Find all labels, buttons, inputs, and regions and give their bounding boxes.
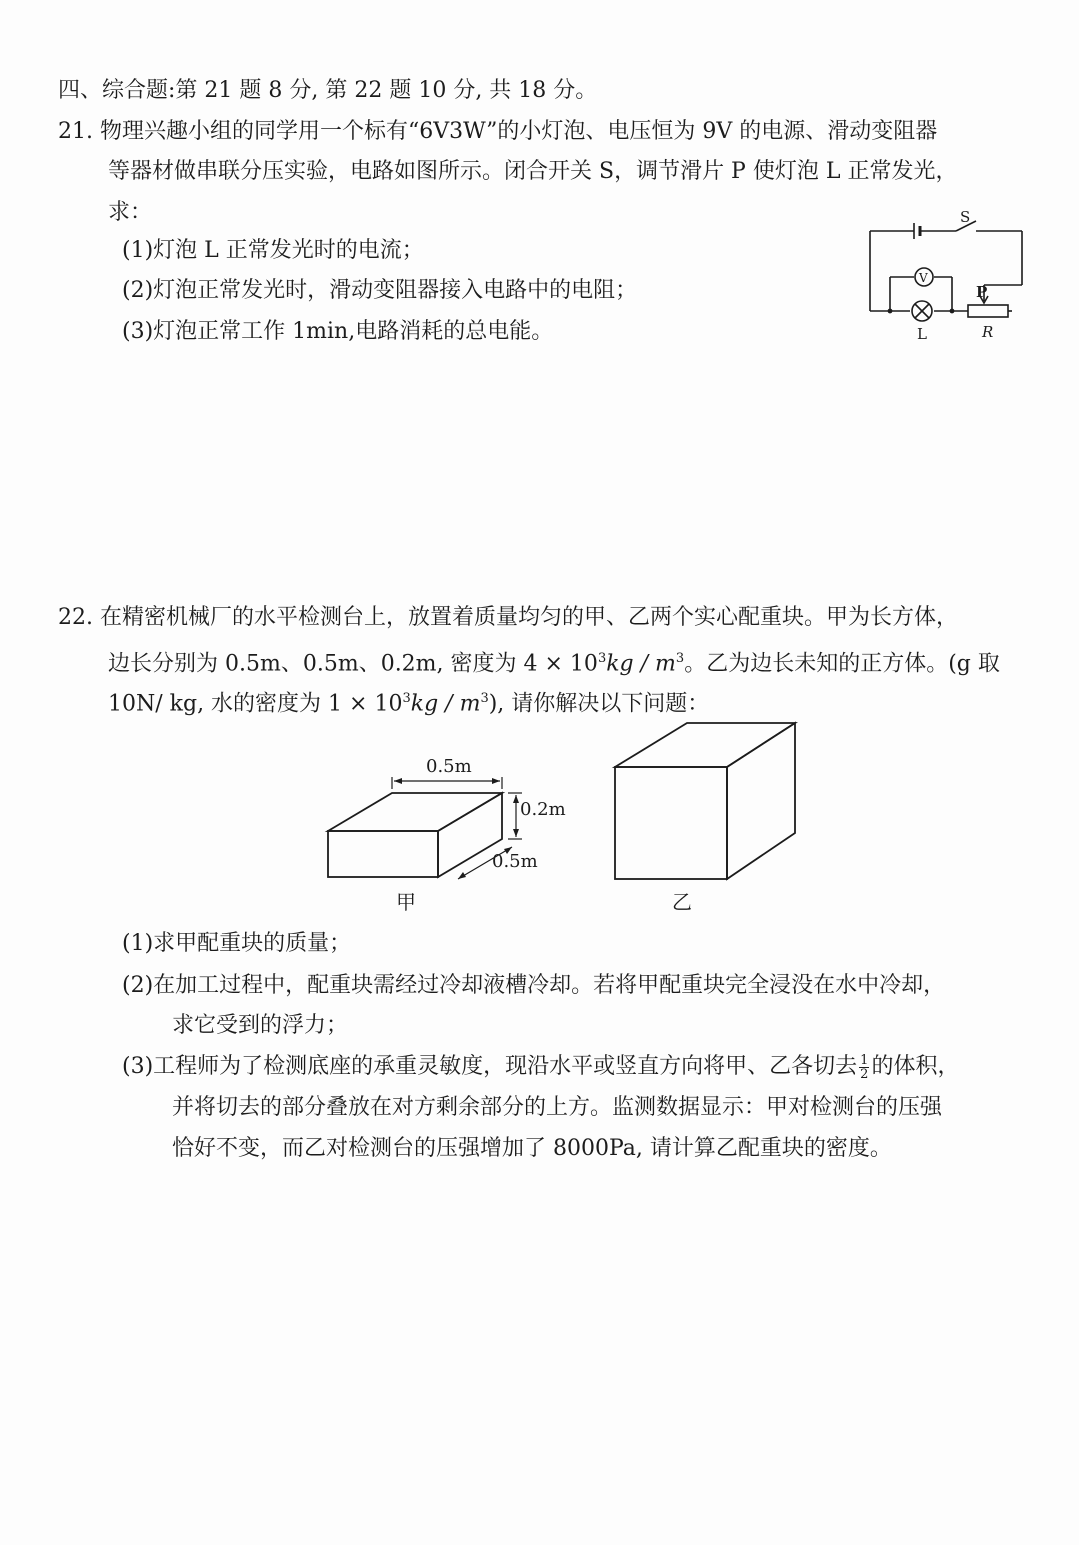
exponent: 3	[402, 691, 411, 706]
block-yi-top	[615, 723, 795, 767]
q22-line-2-tail: 。乙为边长未知的正方体。(g 取	[684, 651, 1000, 677]
q22-sub-1: (1)求甲配重块的质量；	[122, 931, 352, 956]
block-jia-top	[328, 793, 502, 831]
q21-sub-2: (2)灯泡正常发光时，滑动变阻器接入电路中的电阻；	[122, 278, 638, 303]
q22-sub-3c: 恰好不变，而乙对检测台的压强增加了 8000Pa, 请计算乙配重块的密度。	[172, 1136, 892, 1161]
q22-sub-3a-tail: 的体积，	[871, 1054, 960, 1079]
junction-dot	[888, 309, 893, 314]
q22-sub-2a: (2)在加工过程中，配重块需经过冷却液槽冷却。若将甲配重块完全浸没在水中冷却，	[122, 973, 946, 998]
q22-sub-3a-text: (3)工程师为了检测底座的承重灵敏度，现沿水平或竖直方向将甲、乙各切去	[122, 1054, 858, 1079]
block-jia-front	[328, 831, 438, 877]
q22-line-1: 22. 在精密机械厂的水平检测台上，放置着质量均匀的甲、乙两个实心配重块。甲为长方体，	[58, 605, 958, 630]
slider-label: P	[976, 283, 988, 301]
density-unit: kg / m	[410, 691, 481, 717]
voltmeter-label: V	[919, 271, 928, 285]
q21-line-1: 21. 物理兴趣小组的同学用一个标有“6V3W”的小灯泡、电压恒为 9V 的电源、滑动变阻器	[58, 119, 938, 144]
exponent: 3	[597, 651, 607, 666]
density-unit: kg / m	[606, 651, 676, 677]
junction-dot	[950, 309, 955, 314]
block-jia-label: 甲	[396, 890, 416, 914]
q22-line-3-text: 10N/ kg, 水的密度为 1 × 10	[108, 691, 403, 717]
dim-depth-label: 0.5m	[492, 851, 538, 872]
dim-top-label: 0.5m	[426, 756, 472, 777]
section-heading: 四、综合题:第 21 题 8 分, 第 22 题 10 分, 共 18 分。	[58, 78, 598, 103]
resistor-label: R	[982, 323, 994, 341]
exponent: 3	[675, 651, 685, 666]
q22-sub-3b: 并将切去的部分叠放在对方剩余部分的上方。监测数据显示：甲对检测台的压强	[172, 1095, 943, 1120]
block-yi-front	[615, 767, 727, 879]
fraction-half	[859, 1054, 869, 1081]
q22-line-3-tail: ), 请你解决以下问题：	[488, 691, 710, 717]
q21-line-2: 等器材做串联分压实验，电路如图所示。闭合开关 S，调节滑片 P 使灯泡 L 正常发光，	[108, 159, 958, 184]
fraction-numerator: 1	[860, 1052, 869, 1068]
block-yi-label: 乙	[672, 890, 692, 914]
dim-height-label: 0.2m	[520, 799, 566, 820]
lamp-label: L	[917, 325, 927, 343]
q22-line-2-text: 边长分别为 0.5m、0.5m、0.2m, 密度为 4 × 10	[108, 651, 598, 677]
q22-line-2	[108, 644, 1000, 679]
switch-label: S	[960, 208, 971, 226]
blocks-figure	[310, 715, 810, 925]
exponent: 3	[480, 691, 489, 706]
q21-sub-1: (1)灯泡 L 正常发光时的电流；	[122, 238, 424, 263]
q21-sub-3: (3)灯泡正常工作 1min,电路消耗的总电能。	[122, 319, 554, 344]
q22-sub-2b: 求它受到的浮力；	[172, 1013, 349, 1038]
q22-sub-3a	[122, 1052, 959, 1082]
block-yi-side	[727, 723, 795, 879]
fraction-denominator: 2	[860, 1066, 869, 1082]
q21-line-3: 求：	[108, 200, 153, 225]
resistor-box	[968, 305, 1008, 317]
circuit-diagram	[860, 205, 1030, 345]
